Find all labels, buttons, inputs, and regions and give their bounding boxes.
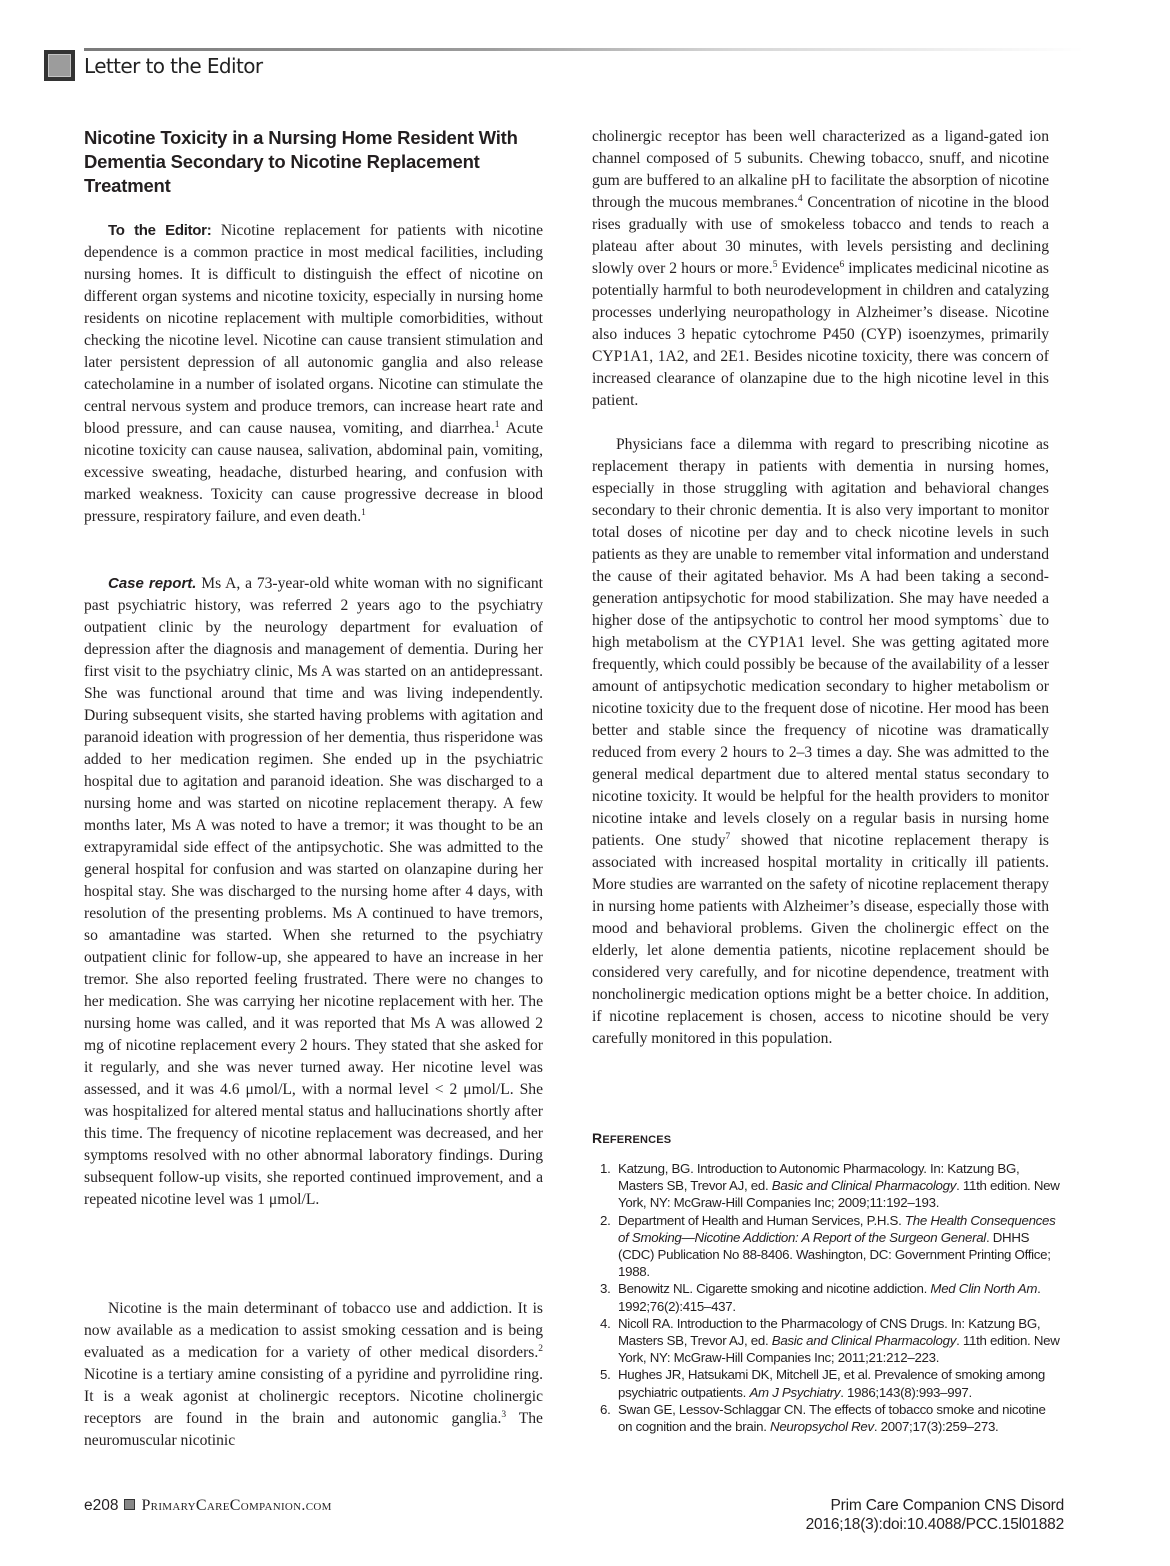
run-in-heading: To the Editor: — [108, 222, 212, 239]
reference-item — [592, 1401, 1062, 1435]
body-paragraph-intro — [84, 220, 543, 528]
citation-superscript: 6 — [839, 260, 845, 270]
reference-text: Hughes JR, Hatsukami DK, Mitchell JE, et al. Prevalence of smoking among psychiatric outpatients. — [618, 1367, 1045, 1400]
reference-source: Basic and Clinical Pharmacology — [771, 1333, 957, 1349]
section-header — [44, 46, 1074, 82]
reference-text: Nicoll RA. Introduction to the Pharmacology of CNS Drugs. In: Katzung BG, Masters SB, Trevor AJ, ed. — [618, 1315, 1041, 1349]
citation-superscript: 7 — [725, 832, 731, 842]
reference-source: Basic and Clinical Pharmacology — [771, 1178, 957, 1194]
section-marker-icon — [44, 50, 75, 81]
citation-superscript: 1 — [361, 508, 366, 518]
reference-text: Swan GE, Lessov-Schlaggar CN. The effects of tobacco smoke and nicotine on cognition and the brain. — [618, 1401, 1046, 1435]
reference-source: Am J Psychiatry — [749, 1384, 841, 1400]
citation-superscript: 3 — [501, 1410, 507, 1420]
reference-number: 6. — [600, 1401, 611, 1417]
references-heading — [592, 1130, 671, 1146]
footer-citation — [806, 1496, 1064, 1534]
reference-number: 3. — [600, 1281, 611, 1297]
reference-text: . 11th edition. New York, NY: McGraw-Hill Companies Inc; 2009;11:192–193. — [618, 1178, 1060, 1211]
paragraph-text: Nicotine is the main determinant of tobacco use and addiction. It is now available as a medication to assist smoking cessation and is being evaluated as a medication for a variety of other medical disorders. — [84, 1300, 543, 1361]
reference-item — [592, 1280, 1062, 1314]
reference-source: Med Clin North Am — [930, 1281, 1038, 1297]
reference-number: 2. — [600, 1212, 611, 1228]
paragraph-text: showed that nicotine replacement therapy is associated with increased hospital mortality in critically ill patients. More studies are warranted on the safety of nicotine replacement therapy in nursing home patients with Alzheimer’s disease, especially those with mood and behavioral problems. Given the cholinergic effect on the elderly, let alone dementia patients, nicotine replacement should be considered very carefully, and for nicotine dependence, treatment with noncholinergic medication options might be a better choice. In addition, if nicotine replacement is chosen, access to nicotine should be very carefully monitored in this population. — [592, 832, 1049, 1047]
references-heading-initial: R — [592, 1130, 603, 1146]
reference-text: . 11th edition. New York, NY: McGraw-Hill Companies Inc; 2011;21:212–223. — [618, 1333, 1060, 1366]
reference-item — [592, 1366, 1062, 1400]
paragraph-text: cholinergic receptor has been well characterized as a ligand-gated ion channel composed of 5 subunits. Chewing tobacco, snuff, and nicotine gum are buffered to an alkaline pH to facilitate the absorption of nicotine through the mucous membranes. — [592, 128, 1049, 211]
body-paragraph-continued — [592, 126, 1049, 412]
paragraph-text: The neuromuscular nicotinic — [84, 1410, 543, 1449]
references-heading-rest: EFERENCES — [602, 1134, 672, 1146]
paragraph-text: implicates medicinal nicotine as potentially harmful to both neurodevelopment in children and catalyzing processes underlying neuropathology in Alzheimer’s disease. Nicotine also induces 3 hepatic cytochrome P450 (CYP) isoenzymes, primarily CYP1A1, 1A2, and 2E1. Besides nicotine toxicity, there was concern of increased clearance of olanzapine due to the high nicotine level in this patient. — [592, 260, 1049, 409]
paragraph-text: Nicotine is a tertiary amine consisting of a pyridine and pyrrolidine ring. It is a weak agonist at cholinergic receptors. Nicotine cholinergic receptors are found in the brain and autonomic ganglia. — [84, 1366, 543, 1427]
footer-left — [84, 1497, 332, 1515]
citation-superscript: 2 — [538, 1344, 543, 1354]
body-paragraph-case-report — [84, 573, 543, 1211]
paragraph-text: Evidence — [777, 260, 840, 277]
paragraph-text: Acute nicotine toxicity can cause nausea, salivation, abdominal pain, vomiting, excessive sweating, headache, disturbed hearing, and confusion with marked weakness. Toxicity can cause progressive decrease in blood pressure, respiratory failure, and even death. — [84, 420, 543, 525]
journal-website-link[interactable]: PrimaryCareCompanion.com — [141, 1497, 332, 1514]
reference-number: 1. — [600, 1161, 611, 1176]
reference-text: . 1986;143(8):993–997. — [840, 1384, 972, 1400]
reference-number: 5. — [600, 1367, 611, 1383]
citation-superscript: 1 — [494, 420, 500, 430]
header-rule — [84, 48, 1084, 51]
footer-square-icon — [124, 1499, 135, 1510]
article-title: Nicotine Toxicity in a Nursing Home Resident With Dementia Secondary to Nicotine Replacement Treatment — [84, 127, 518, 196]
journal-name: Prim Care Companion CNS Disord — [830, 1497, 1064, 1514]
reference-number: 4. — [600, 1315, 611, 1331]
reference-text: Katzung, BG. Introduction to Autonomic Pharmacology. In: Katzung BG, Masters SB, Trevor AJ, ed. — [618, 1161, 1020, 1194]
body-paragraph-discussion — [84, 1298, 543, 1452]
reference-item — [592, 1212, 1062, 1281]
reference-item — [592, 1160, 1062, 1212]
citation-superscript: 5 — [772, 260, 778, 270]
reference-item — [592, 1315, 1062, 1367]
reference-source: Neuropsychol Rev — [770, 1419, 874, 1435]
page-number: e208 — [84, 1497, 119, 1514]
section-label: Letter to the Editor — [84, 54, 263, 78]
paragraph-text: Concentration of nicotine in the blood rises gradually with use of smokeless tobacco and tends to reach a plateau after about 30 minutes, with levels persisting and declining slowly over 2 hours or more. — [592, 194, 1049, 277]
run-in-heading: Case report. — [108, 575, 197, 592]
paragraph-text: Nicotine replacement for patients with nicotine dependence is a common practice in most medical facilities, including nursing homes. It is difficult to distinguish the effect of nicotine on different organ systems and nicotine toxicity, especially in nursing home residents on nicotine replacement with multiple comorbidities, without checking the nicotine level. Nicotine can cause transient stimulation and later persistent depression of all autonomic ganglia and also release catecholamine in a number of isolated organs. Nicotine can stimulate the central nervous system and produce tremors, can increase heart rate and blood pressure, and can cause nausea, vomiting, and diarrhea. — [84, 222, 543, 437]
doi-citation: 2016;18(3):doi:10.4088/PCC.15l01882 — [805, 1516, 1064, 1533]
reference-text: Benowitz NL. Cigarette smoking and nicotine addiction. — [618, 1281, 931, 1297]
reference-source: The Health Consequences of Smoking—Nicotine Addiction: A Report of the Surgeon General — [618, 1212, 1056, 1245]
reference-text: . DHHS (CDC) Publication No 88-8406. Washington, DC: Government Printing Office; 1988. — [618, 1229, 1051, 1280]
body-paragraph-conclusion — [592, 434, 1049, 1050]
reference-text: . 2007;17(3):259–273. — [873, 1419, 999, 1435]
reference-text: . 1992;76(2):415–437. — [618, 1281, 1041, 1314]
paragraph-text: Ms A, a 73-year-old white woman with no significant past psychiatric history, was referred 2 years ago to the psychiatry outpatient clinic by the neurology department for evaluation of depression after the diagnosis and management of dementia. During her first visit to the psychiatry clinic, Ms A was started on an antidepressant. She was functional around that time and was living independently. During subsequent visits, she started having problems with agitation and paranoid ideation with progression of her dementia, thus risperidone was added to her medication regimen. She ended up in the psychiatric hospital due to agitation and paranoid ideation. She was discharged to a nursing home and was started on nicotine replacement therapy. A few months later, Ms A was noted to have a tremor; it was thought to be an extrapyramidal side effect of the antipsychotic. She was admitted to the general hospital for confusion and was started on olanzapine during her hospital stay. She was discharged to the nursing home after 4 days, with resolution of the presenting problems. Ms A continued to have tremors, so amantadine was started. When she returned to the psychiatry outpatient clinic for follow-up, she appeared to have an increase in her tremor. She also reported feeling frustrated. There were no changes to her medication. She was carrying her nicotine replacement with her. The nursing home was called, and it was reported that Ms A was allowed 2 mg of nicotine replacement every 2 hours. They stated that she asked for it regularly, and she was never turned away. Her nicotine level was assessed, and it was 4.6 μmol/L, with a normal level < 2 μmol/L. She was hospitalized for altered mental status and hallucinations shortly after this time. The frequency of nicotine replacement was decreased, and her symptoms resolved with no other abnormal laboratory findings. During subsequent follow-up visits, she reported continued improvement, and a repeated nicotine level was 1 μmol/L. — [84, 575, 543, 1208]
paragraph-text: Physicians face a dilemma with regard to prescribing nicotine as replacement therapy in patients with dementia in nursing homes, especially in those struggling with agitation and behavioral changes secondary to their chronic dementia. It is also very important to monitor total doses of nicotine per day and to check nicotine levels in such patients as they are unable to remember vital information and understand the cause of their agitated behavior. Ms A had been taking a second-generation antipsychotic for mood stabilization. She may have needed a higher dose of the antipsychotic to control her mood symptoms` due to high metabolism at the CYP1A1 level. She was getting agitated more frequently, which could possibly be because of the availability of a lesser amount of antipsychotic medication secondary to higher metabolism or nicotine toxicity due to the frequent dose of nicotine. Her mood has been better and stable since the frequency of nicotine was dramatically reduced from every 2 hours to 2–3 times a day. She was admitted to the general medical department due to altered mental status secondary to nicotine toxicity. It would be helpful for the health providers to monitor nicotine intake and levels closely on a regular basis in nursing home patients. One study — [592, 436, 1049, 849]
reference-text: Department of Health and Human Services, P.H.S. — [618, 1212, 905, 1228]
references-list — [592, 1160, 1062, 1435]
citation-superscript: 4 — [797, 194, 803, 204]
